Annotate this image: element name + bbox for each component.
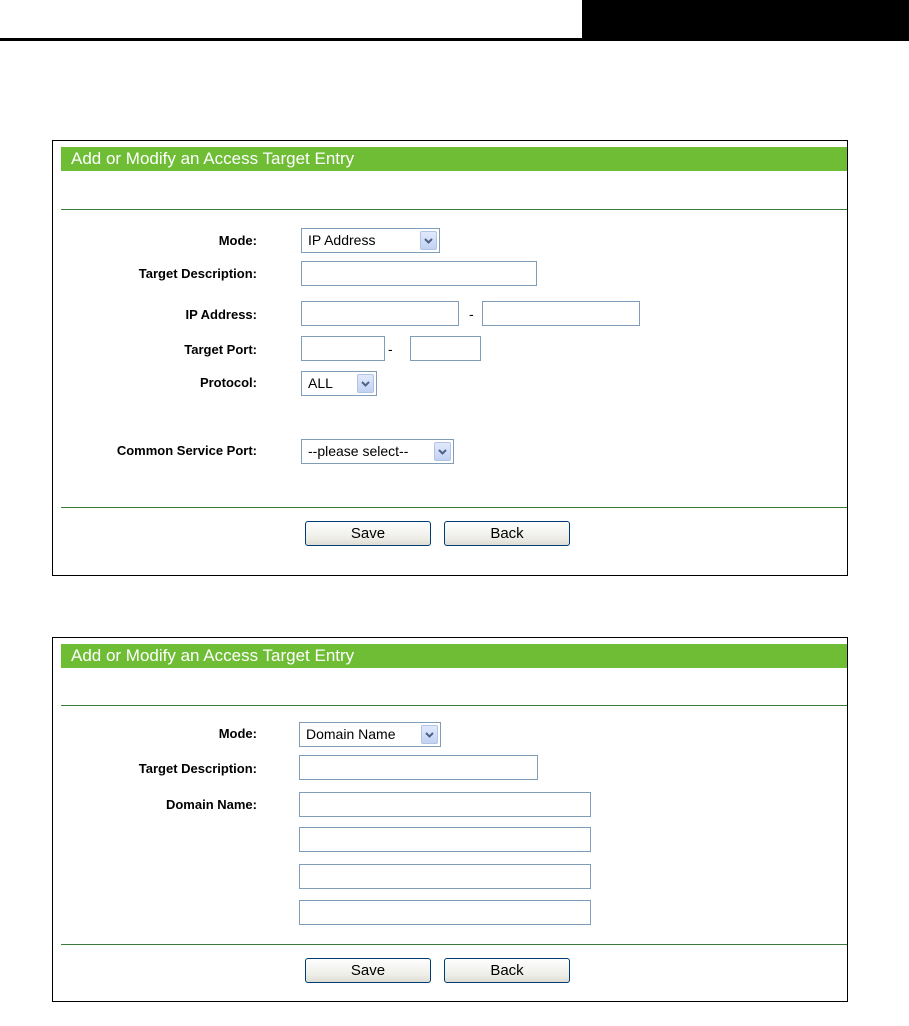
mode-select-value: IP Address [308,232,376,248]
save-button[interactable]: Save [305,958,431,983]
save-button[interactable]: Save [305,521,431,546]
protocol-label: Protocol: [199,375,257,390]
domain-name-input[interactable] [299,864,591,889]
chevron-down-icon[interactable] [357,374,374,393]
ip-address-label: IP Address: [185,307,257,322]
chevron-down-icon[interactable] [420,231,437,250]
port-range-separator: - [388,341,393,357]
chevron-down-icon[interactable] [421,725,438,744]
back-button[interactable]: Back [444,958,570,983]
target-description-label: Target Description: [138,266,257,281]
target-port-label: Target Port: [184,342,257,357]
access-target-panel-ip [52,140,848,576]
bottom-divider [61,944,847,945]
protocol-select[interactable] [301,371,377,396]
panel-header [61,644,847,668]
ip-range-separator: - [469,306,474,322]
bottom-divider [61,507,847,508]
back-button[interactable]: Back [444,521,570,546]
ip-end-input[interactable] [482,301,640,326]
panel-title: Add or Modify an Access Target Entry [71,149,355,168]
target-description-input[interactable] [301,261,537,286]
page-top-rule [0,38,582,41]
page-header-block [582,0,909,41]
mode-select-value: Domain Name [306,726,396,742]
mode-label: Mode: [218,233,257,248]
domain-name-label: Domain Name: [165,797,257,812]
common-service-port-select[interactable] [301,439,454,464]
mode-label: Mode: [218,726,257,741]
common-service-port-value: --please select-- [308,443,409,459]
domain-name-input[interactable] [299,792,591,817]
top-divider [61,705,847,706]
target-description-input[interactable] [299,755,538,780]
panel-header [61,147,847,171]
domain-name-input[interactable] [299,827,591,852]
port-end-input[interactable] [410,336,481,361]
mode-select[interactable] [301,228,440,253]
protocol-select-value: ALL [308,375,333,391]
domain-name-input[interactable] [299,900,591,925]
ip-start-input[interactable] [301,301,459,326]
port-start-input[interactable] [301,336,385,361]
panel-title: Add or Modify an Access Target Entry [71,646,355,665]
access-target-panel-domain [52,637,848,1002]
chevron-down-icon[interactable] [434,442,451,461]
target-description-label: Target Description: [138,761,257,776]
common-service-port-label: Common Service Port: [116,443,257,458]
mode-select[interactable] [299,722,441,747]
top-divider [61,209,847,210]
